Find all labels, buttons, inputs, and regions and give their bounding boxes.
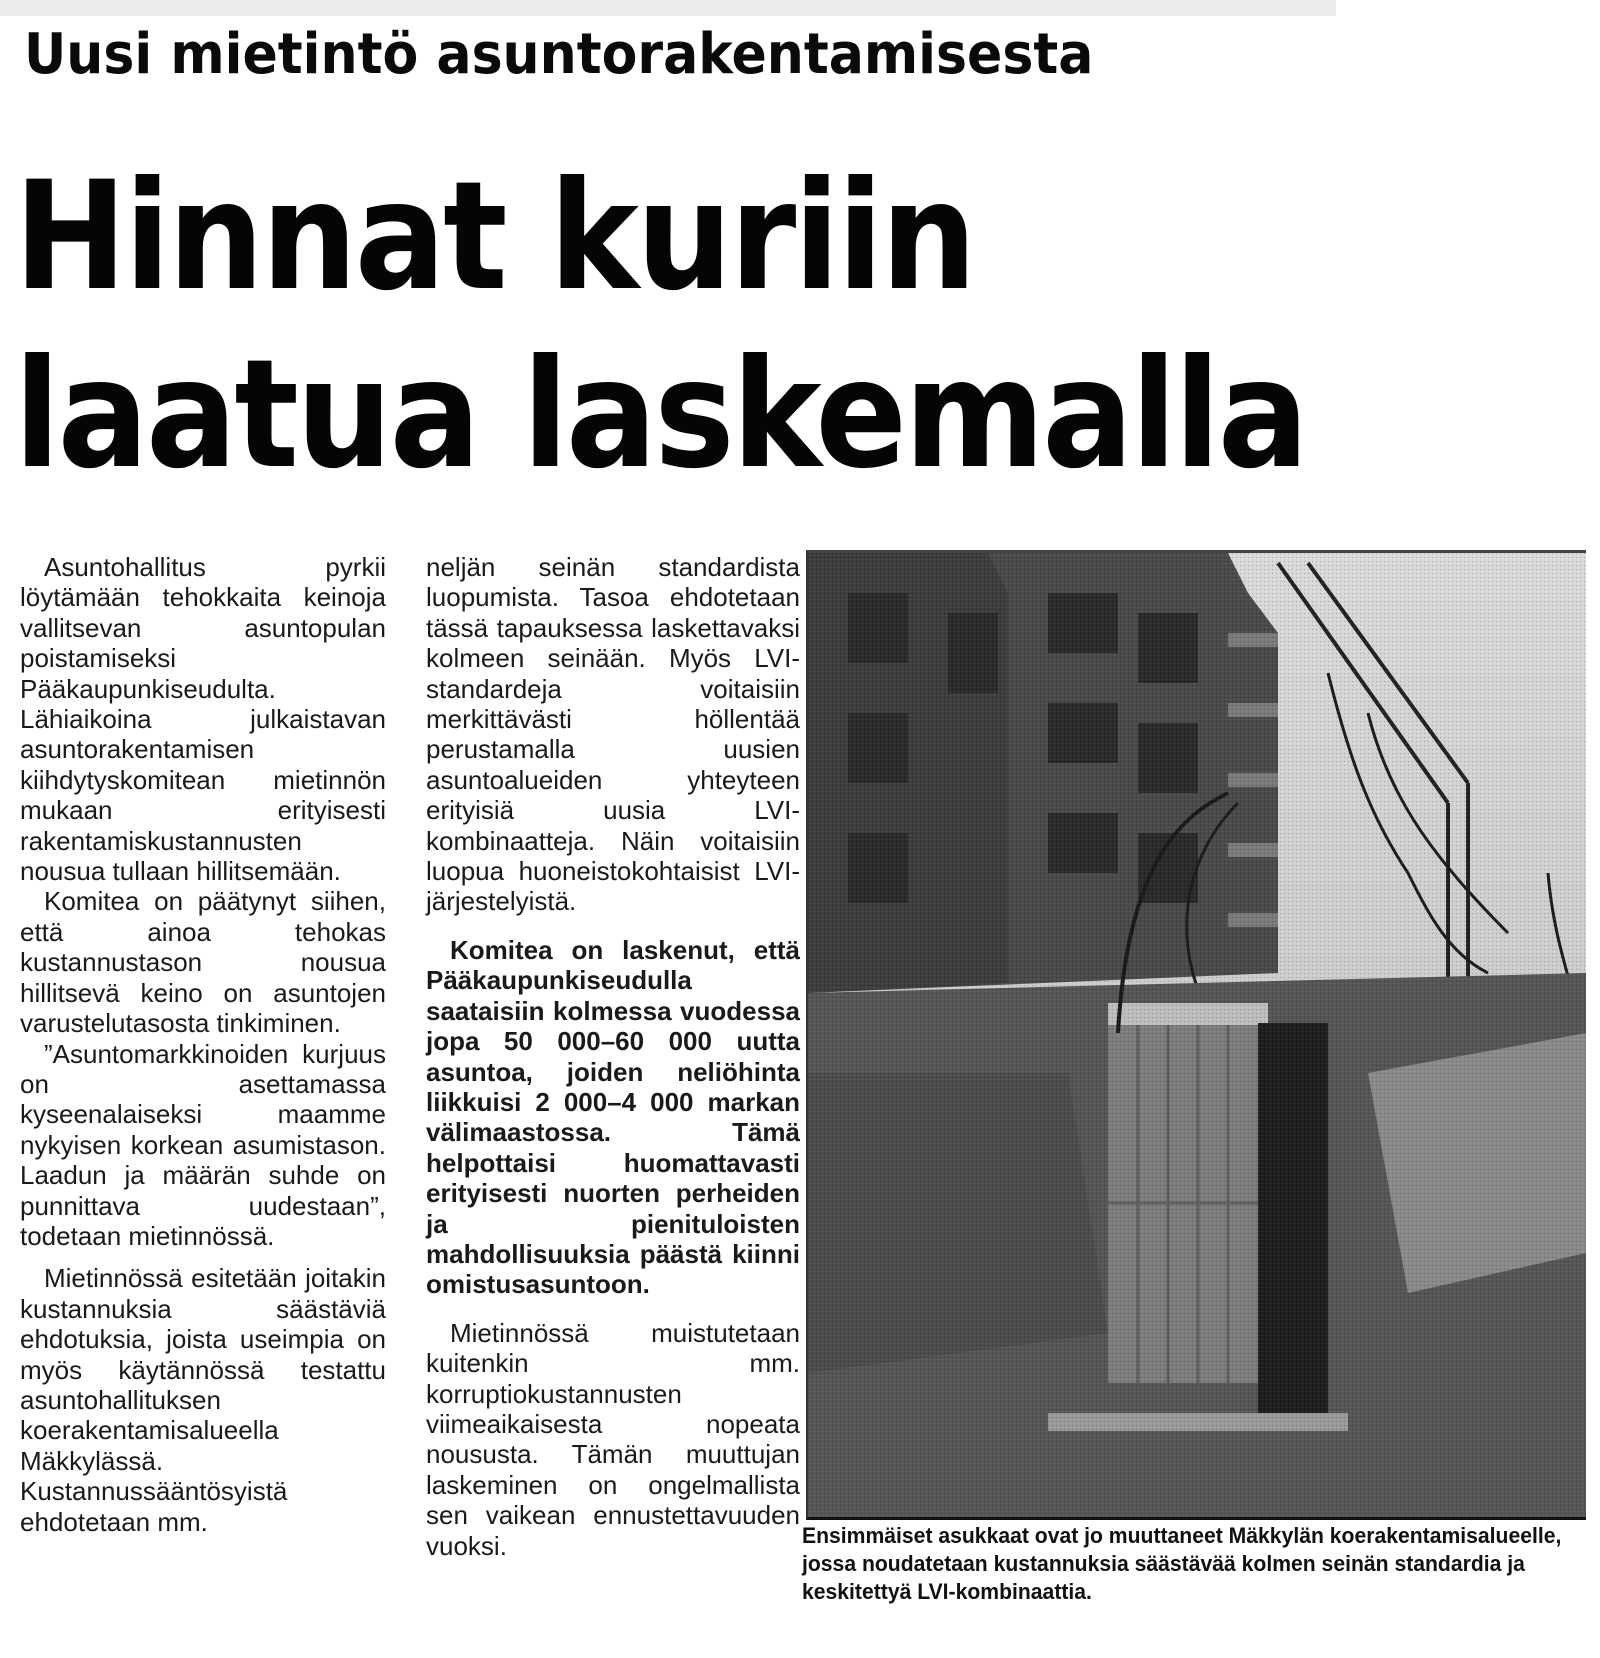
kicker-heading: Uusi mietintö asuntorakentamisesta (24, 22, 1094, 87)
paragraph: Mietinnössä muistutetaan kuitenkin mm. korruptiokustannusten viimeaikaisesta nopeata noususta. Tämän muuttujan laskeminen on ongelmallista sen vaikean ennustettavuuden vuoksi. (426, 1317, 800, 1561)
paragraph: neljän seinän standardista luopumista. Tasoa ehdotetaan tässä tapauksessa laskettavaksi kolmeen seinään. Myös LVI-standardeja voitaisiin merkittävästi höllentää perustamalla uusien asuntoalueiden yhteyteen erityisiä uusia LVI-kombinaatteja. Näin voitaisiin luopua huoneistokohtaisist LVI-järjestelyistä. (426, 552, 800, 917)
headline-line-1: Hinnat kuriin (14, 150, 975, 324)
paragraph: Asuntohallitus pyrkii löytämään tehokkaita keinoja vallitsevan asuntopulan poistamiseksi Pääkaupunkiseudulta. Lähiaikoina julkaistavan asuntorakentamisen kiihdytyskomitean mietinnön mukaan erityisesti rakentamiskustannusten nousua tullaan hillitsemään. (20, 552, 386, 887)
paragraph: Mietinnössä esitetään joitakin kustannuksia säästäviä ehdotuksia, joista useimpia on myös käytännössä testattu asuntohallituksen koerakentamisalueella Mäkkylässä. Kustannussääntösyistä ehdotetaan mm. (20, 1263, 386, 1537)
photo-illustration (808, 553, 1586, 1517)
photo-caption: Ensimmäiset asukkaat ovat jo muuttaneet Mäkkylän koerakentamisalueelle, jossa noudatetaan kustannuksia säästävää kolmen seinän standardia ja keskitettyä LVI-kombinaattia. (802, 1523, 1562, 1604)
scan-edge-band (0, 0, 1336, 16)
paragraph: ”Asuntomarkkinoiden kurjuus on asettamassa kyseenalaiseksi maamme nykyisen korkean asumistason. Laadun ja määrän suhde on punnittava uudestaan”, todetaan mietinnössä. (20, 1038, 386, 1251)
headline-line-2: laatua laskemalla (14, 328, 1307, 502)
main-headline (14, 148, 1306, 504)
article-column-1 (20, 552, 386, 1537)
construction-site-photo (806, 550, 1586, 1520)
paragraph: Komitea on päätynyt siihen, että ainoa tehokas kustannustason nousua hillitsevä keino on asuntojen varustelutasosta tinkiminen. (20, 886, 386, 1039)
article-column-2 (426, 552, 800, 1561)
paragraph: Komitea on laskenut, että Pääkaupunkiseudulla saataisiin kolmessa vuodessa jopa 50 000–60 000 uutta asuntoa, joiden neliöhinta liikkuisi 2 000–4 000 markan välimaastossa. Tämä helpottaisi huomattavasti erityisesti nuorten perheiden ja pienituloisten mahdollisuuksia päästä kiinni omistusasuntoon. (426, 934, 800, 1300)
